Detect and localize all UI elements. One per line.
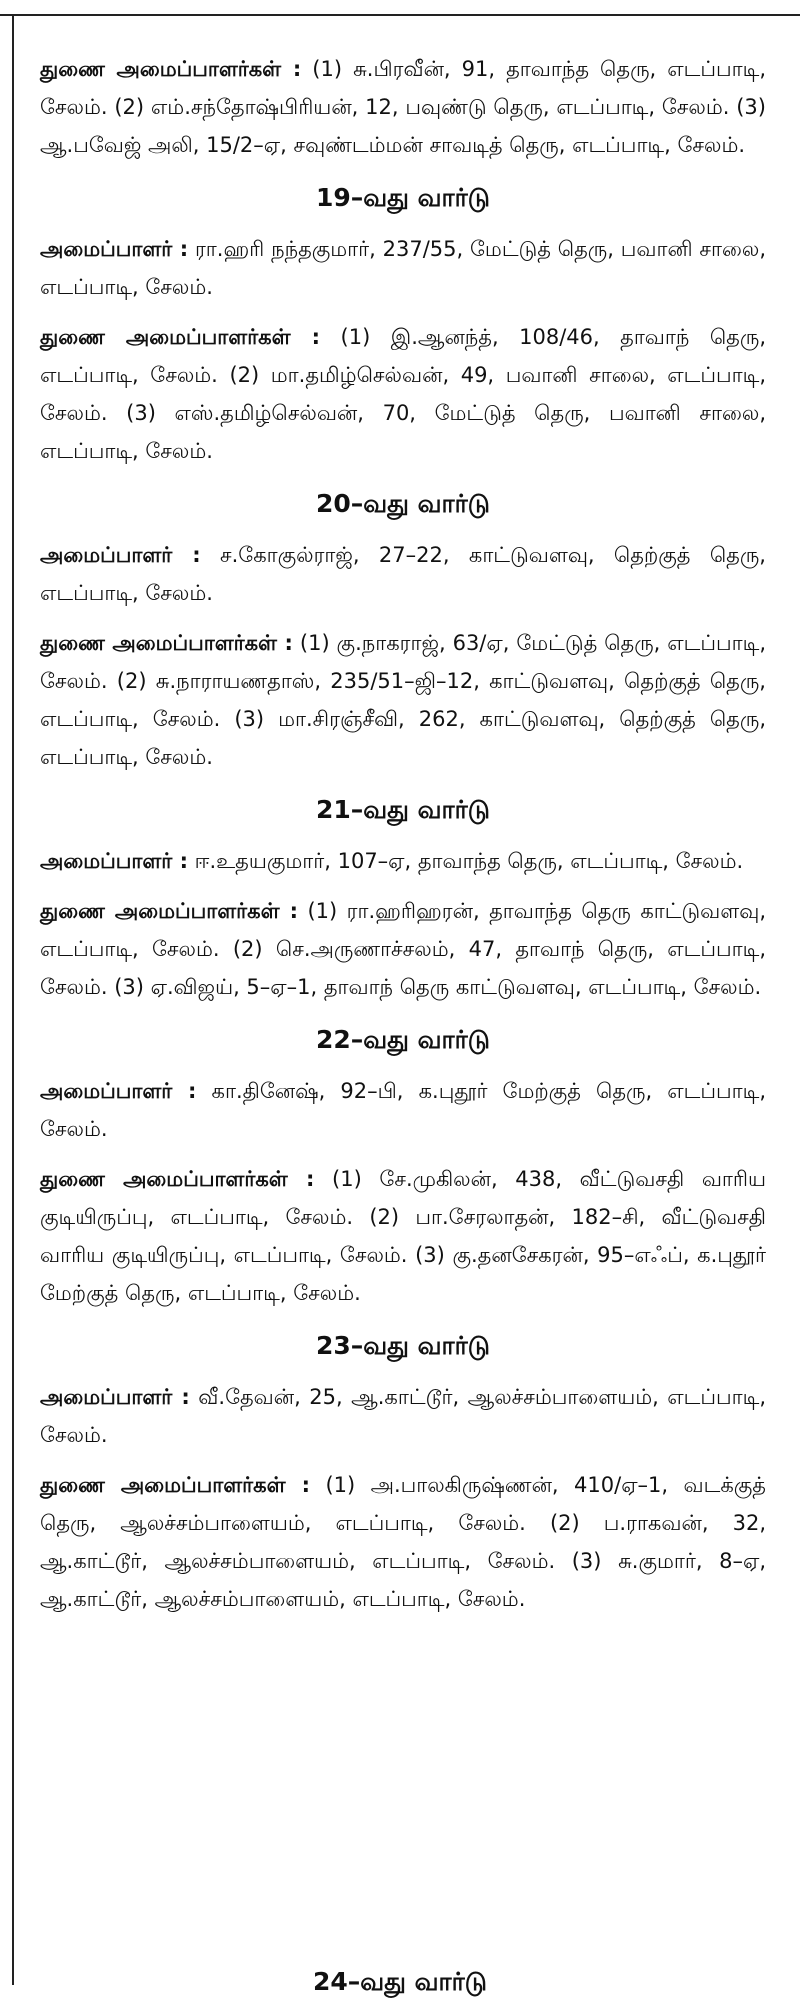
ward-23-heading: 23–வது வார்டு (316, 1331, 490, 1360)
entry-text: (1) சே.முகிலன், 438, வீட்டுவசதி வாரிய குடியிருப்பு, எடப்பாடி, சேலம். (2) பா.சேரலாதன், 182–சி, வீட்டுவசதி வாரிய குடியிருப்பு, எடப்பாடி, சேலம். (3) கு.தனசேகரன், 95–எஃப், க.புதூர் மேற்குத் தெரு, எடப்பாடி, சேலம். (40, 1167, 767, 1305)
entry-text: கா.தினேஷ், 92–பி, க.புதூர் மேற்குத் தெரு, எடப்பாடி, சேலம். (40, 1079, 766, 1141)
deputy-organizers-22 (40, 1160, 766, 1312)
role-label: துணை அமைப்பாளர்கள் : (40, 325, 321, 349)
role-label: அமைப்பாளர் : (40, 849, 188, 873)
deputy-organizers-21 (40, 892, 766, 1006)
entry-text: ச.கோகுல்ராஜ், 27–22, காட்டுவளவு, தெற்குத் தெரு, எடப்பாடி, சேலம். (40, 543, 766, 605)
ward-20-heading: 20–வது வார்டு (316, 489, 490, 518)
role-label: துணை அமைப்பாளர்கள் : (40, 1473, 310, 1497)
role-label: அமைப்பாளர் : (40, 543, 201, 567)
role-label: துணை அமைப்பாளர்கள் : (40, 57, 302, 81)
role-label: துணை அமைப்பாளர்கள் : (40, 899, 299, 923)
ward-21-heading: 21–வது வார்டு (316, 795, 490, 824)
role-label: துணை அமைப்பாளர்கள் : (40, 631, 293, 655)
left-border-rule (12, 14, 14, 1985)
organizer-19 (40, 230, 766, 306)
role-label: துணை அமைப்பாளர்கள் : (40, 1167, 315, 1191)
entry-text: (1) இ.ஆனந்த், 108/46, தாவாந் தெரு, எடப்பாடி, சேலம். (2) மா.தமிழ்செல்வன், 49, பவானி சாலை, எடப்பாடி, சேலம். (3) எஸ்.தமிழ்செல்வன், 70, மேட்டுத் தெரு, பவானி சாலை, எடப்பாடி, சேலம். (40, 325, 766, 463)
ward-22-heading: 22–வது வார்டு (316, 1025, 490, 1054)
organizer-22 (40, 1072, 766, 1148)
role-label: அமைப்பாளர் : (40, 1079, 197, 1103)
article-column (40, 50, 766, 1630)
organizer-20 (40, 536, 766, 612)
ward-24-heading-cut: 24–வது வார்டு (313, 1967, 487, 1996)
deputy-organizers-19 (40, 318, 766, 470)
role-label: அமைப்பாளர் : (40, 1385, 190, 1409)
entry-text: (1) சு.பிரவீன், 91, தாவாந்த தெரு, எடப்பாடி, சேலம். (2) எம்.சந்தோஷ்பிரியன், 12, பவுண்டு தெரு, எடப்பாடி, சேலம். (3) ஆ.பவேஜ் அலி, 15/2–ஏ, சவுண்டம்மன் சாவடித் தெரு, எடப்பாடி, சேலம். (40, 57, 766, 157)
organizer-23 (40, 1378, 766, 1454)
entry-text: ரா.ஹரி நந்தகுமார், 237/55, மேட்டுத் தெரு, பவானி சாலை, எடப்பாடி, சேலம். (40, 237, 766, 299)
ward-19-heading: 19–வது வார்டு (316, 183, 490, 212)
top-border-rule (0, 14, 800, 16)
entry-text: ஈ.உதயகுமார், 107–ஏ, தாவாந்த தெரு, எடப்பாடி, சேலம். (187, 849, 744, 873)
role-label: அமைப்பாளர் : (40, 237, 189, 261)
entry-text: வீ.தேவன், 25, ஆ.காட்டூர், ஆலச்சம்பாளையம், எடப்பாடி, சேலம். (40, 1385, 766, 1447)
deputy-organizers-18 (40, 50, 766, 164)
entry-text: (1) கு.நாகராஜ், 63/ஏ, மேட்டுத் தெரு, எடப்பாடி, சேலம். (2) சு.நாராயணதாஸ், 235/51–ஜி–12, காட்டுவளவு, தெற்குத் தெரு, எடப்பாடி, சேலம். (3) மா.சிரஞ்சீவி, 262, காட்டுவளவு, தெற்குத் தெரு, எடப்பாடி, சேலம். (40, 631, 766, 769)
entry-text: (1) அ.பாலகிருஷ்ணன், 410/ஏ–1, வடக்குத் தெரு, ஆலச்சம்பாளையம், எடப்பாடி, சேலம். (2) ப.ராகவன், 32, ஆ.காட்டூர், ஆலச்சம்பாளையம், எடப்பாடி, சேலம். (3) சு.குமார், 8–ஏ, ஆ.காட்டூர், ஆலச்சம்பாளையம், எடப்பாடி, சேலம். (40, 1473, 766, 1611)
deputy-organizers-23 (40, 1466, 766, 1618)
deputy-organizers-20 (40, 624, 766, 776)
organizer-21 (40, 842, 766, 880)
entry-text: (1) ரா.ஹரிஹரன், தாவாந்த தெரு காட்டுவளவு, எடப்பாடி, சேலம். (2) செ.அருணாச்சலம், 47, தாவாந் தெரு, எடப்பாடி, சேலம். (3) ஏ.விஜய், 5–ஏ–1, தாவாந் தெரு காட்டுவளவு, எடப்பாடி, சேலம். (40, 899, 767, 999)
